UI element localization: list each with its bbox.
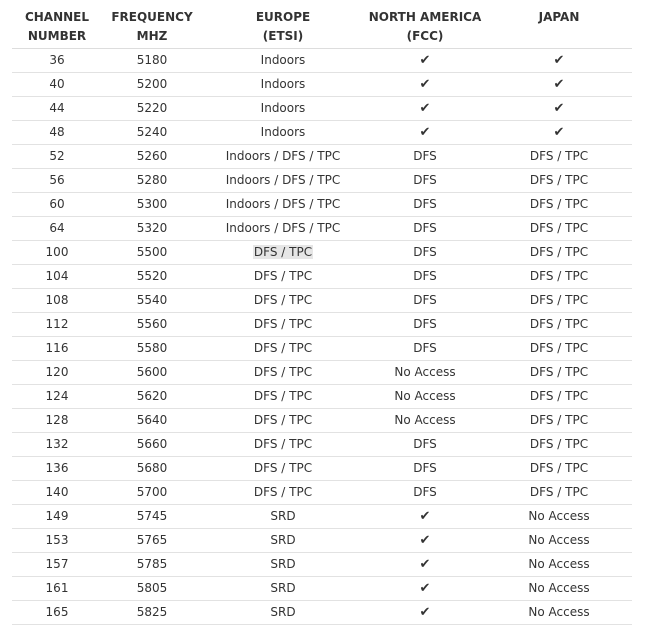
cell-japan: No Access [486,576,632,600]
cell-europe: SRD [202,576,364,600]
cell-europe: SRD [202,600,364,624]
cell-frequency: 5680 [102,456,202,480]
table-row [12,600,632,624]
cell-japan: DFS / TPC [486,480,632,504]
table-row [12,504,632,528]
cell-frequency: 5260 [102,144,202,168]
cell-channel-number: 36 [12,48,102,72]
cell-frequency: 5620 [102,384,202,408]
table-row [12,120,632,144]
cell-europe: Indoors / DFS / TPC [202,168,364,192]
table-row [12,528,632,552]
cell-japan: ✔ [486,48,632,72]
cell-japan: DFS / TPC [486,240,632,264]
cell-channel-number: 161 [12,576,102,600]
table-row [12,216,632,240]
header-frequency: FREQUENCY MHZ [102,6,202,48]
cell-europe: SRD [202,528,364,552]
cell-europe: Indoors [202,120,364,144]
table-row [12,480,632,504]
table-row [12,360,632,384]
cell-japan: No Access [486,504,632,528]
table-row [12,72,632,96]
table-row [12,168,632,192]
cell-channel-number: 48 [12,120,102,144]
cell-japan: DFS / TPC [486,432,632,456]
cell-japan: DFS / TPC [486,168,632,192]
cell-north-america: No Access [364,408,486,432]
cell-north-america: ✔ [364,72,486,96]
cell-frequency: 5805 [102,576,202,600]
cell-europe: Indoors [202,48,364,72]
cell-north-america: No Access [364,384,486,408]
cell-channel-number: 140 [12,480,102,504]
cell-channel-number: 149 [12,504,102,528]
cell-channel-number: 56 [12,168,102,192]
cell-channel-number: 136 [12,456,102,480]
table-row [12,456,632,480]
header-north-america: NORTH AMERICA (FCC) [364,6,486,48]
cell-north-america: No Access [364,360,486,384]
cell-frequency: 5200 [102,72,202,96]
cell-frequency: 5320 [102,216,202,240]
cell-north-america: DFS [364,288,486,312]
cell-japan: DFS / TPC [486,360,632,384]
cell-japan: DFS / TPC [486,408,632,432]
cell-channel-number: 100 [12,240,102,264]
cell-europe: DFS / TPC [202,288,364,312]
cell-north-america: ✔ [364,48,486,72]
cell-japan: DFS / TPC [486,384,632,408]
cell-north-america: DFS [364,336,486,360]
channel-table-container [12,6,632,625]
cell-channel-number: 124 [12,384,102,408]
table-row [12,96,632,120]
cell-europe: DFS / TPC [202,456,364,480]
cell-north-america: DFS [364,144,486,168]
cell-japan: No Access [486,552,632,576]
cell-europe: DFS / TPC [202,480,364,504]
table-row [12,384,632,408]
table-row [12,312,632,336]
cell-north-america: ✔ [364,552,486,576]
cell-frequency: 5765 [102,528,202,552]
cell-japan: DFS / TPC [486,192,632,216]
cell-frequency: 5220 [102,96,202,120]
header-row [12,6,632,48]
cell-frequency: 5180 [102,48,202,72]
table-row [12,48,632,72]
cell-frequency: 5500 [102,240,202,264]
table-row [12,336,632,360]
cell-channel-number: 120 [12,360,102,384]
cell-north-america: DFS [364,432,486,456]
cell-frequency: 5240 [102,120,202,144]
cell-north-america: DFS [364,240,486,264]
cell-europe: DFS / TPC [202,336,364,360]
cell-channel-number: 128 [12,408,102,432]
cell-frequency: 5785 [102,552,202,576]
cell-channel-number: 165 [12,600,102,624]
cell-japan: ✔ [486,96,632,120]
table-header [12,6,632,48]
cell-frequency: 5825 [102,600,202,624]
cell-channel-number: 44 [12,96,102,120]
cell-europe: DFS / TPC [202,408,364,432]
cell-north-america: ✔ [364,600,486,624]
cell-channel-number: 116 [12,336,102,360]
cell-frequency: 5600 [102,360,202,384]
cell-channel-number: 104 [12,264,102,288]
cell-channel-number: 52 [12,144,102,168]
cell-channel-number: 108 [12,288,102,312]
cell-channel-number: 60 [12,192,102,216]
cell-north-america: ✔ [364,96,486,120]
header-channel-number: CHANNEL NUMBER [12,6,102,48]
cell-japan: DFS / TPC [486,288,632,312]
cell-north-america: DFS [364,456,486,480]
cell-europe: Indoors [202,96,364,120]
table-row [12,240,632,264]
cell-europe: DFS / TPC [202,384,364,408]
table-row [12,432,632,456]
cell-north-america: DFS [364,216,486,240]
cell-frequency: 5540 [102,288,202,312]
cell-japan: ✔ [486,120,632,144]
cell-japan: No Access [486,528,632,552]
table-row [12,144,632,168]
cell-north-america: DFS [364,312,486,336]
cell-europe: DFS / TPC [202,312,364,336]
cell-north-america: ✔ [364,504,486,528]
cell-frequency: 5640 [102,408,202,432]
cell-frequency: 5700 [102,480,202,504]
cell-japan: ✔ [486,72,632,96]
cell-europe: DFS / TPC [202,432,364,456]
cell-japan: DFS / TPC [486,312,632,336]
table-row [12,576,632,600]
cell-europe: Indoors / DFS / TPC [202,144,364,168]
cell-channel-number: 132 [12,432,102,456]
table-row [12,288,632,312]
cell-frequency: 5520 [102,264,202,288]
cell-frequency: 5280 [102,168,202,192]
cell-north-america: DFS [364,192,486,216]
cell-europe: SRD [202,552,364,576]
table-row [12,552,632,576]
cell-japan: No Access [486,600,632,624]
cell-europe: Indoors / DFS / TPC [202,192,364,216]
cell-japan: DFS / TPC [486,144,632,168]
cell-japan: DFS / TPC [486,264,632,288]
highlighted-text: DFS / TPC [253,244,313,259]
cell-north-america: ✔ [364,120,486,144]
cell-europe [202,240,364,264]
header-japan: JAPAN [486,6,632,48]
cell-japan: DFS / TPC [486,336,632,360]
cell-north-america: DFS [364,480,486,504]
cell-europe: Indoors / DFS / TPC [202,216,364,240]
cell-frequency: 5745 [102,504,202,528]
cell-frequency: 5580 [102,336,202,360]
table-row [12,192,632,216]
table-row [12,408,632,432]
wifi-channel-table [12,6,632,625]
cell-channel-number: 64 [12,216,102,240]
cell-frequency: 5660 [102,432,202,456]
cell-north-america: ✔ [364,528,486,552]
cell-japan: DFS / TPC [486,216,632,240]
cell-north-america: DFS [364,168,486,192]
cell-channel-number: 40 [12,72,102,96]
cell-frequency: 5560 [102,312,202,336]
cell-frequency: 5300 [102,192,202,216]
cell-north-america: DFS [364,264,486,288]
cell-channel-number: 157 [12,552,102,576]
table-body [12,48,632,624]
table-row [12,264,632,288]
cell-japan: DFS / TPC [486,456,632,480]
cell-europe: DFS / TPC [202,360,364,384]
cell-europe: Indoors [202,72,364,96]
cell-channel-number: 153 [12,528,102,552]
cell-europe: DFS / TPC [202,264,364,288]
cell-channel-number: 112 [12,312,102,336]
cell-europe: SRD [202,504,364,528]
cell-north-america: ✔ [364,576,486,600]
header-europe: EUROPE (ETSI) [202,6,364,48]
